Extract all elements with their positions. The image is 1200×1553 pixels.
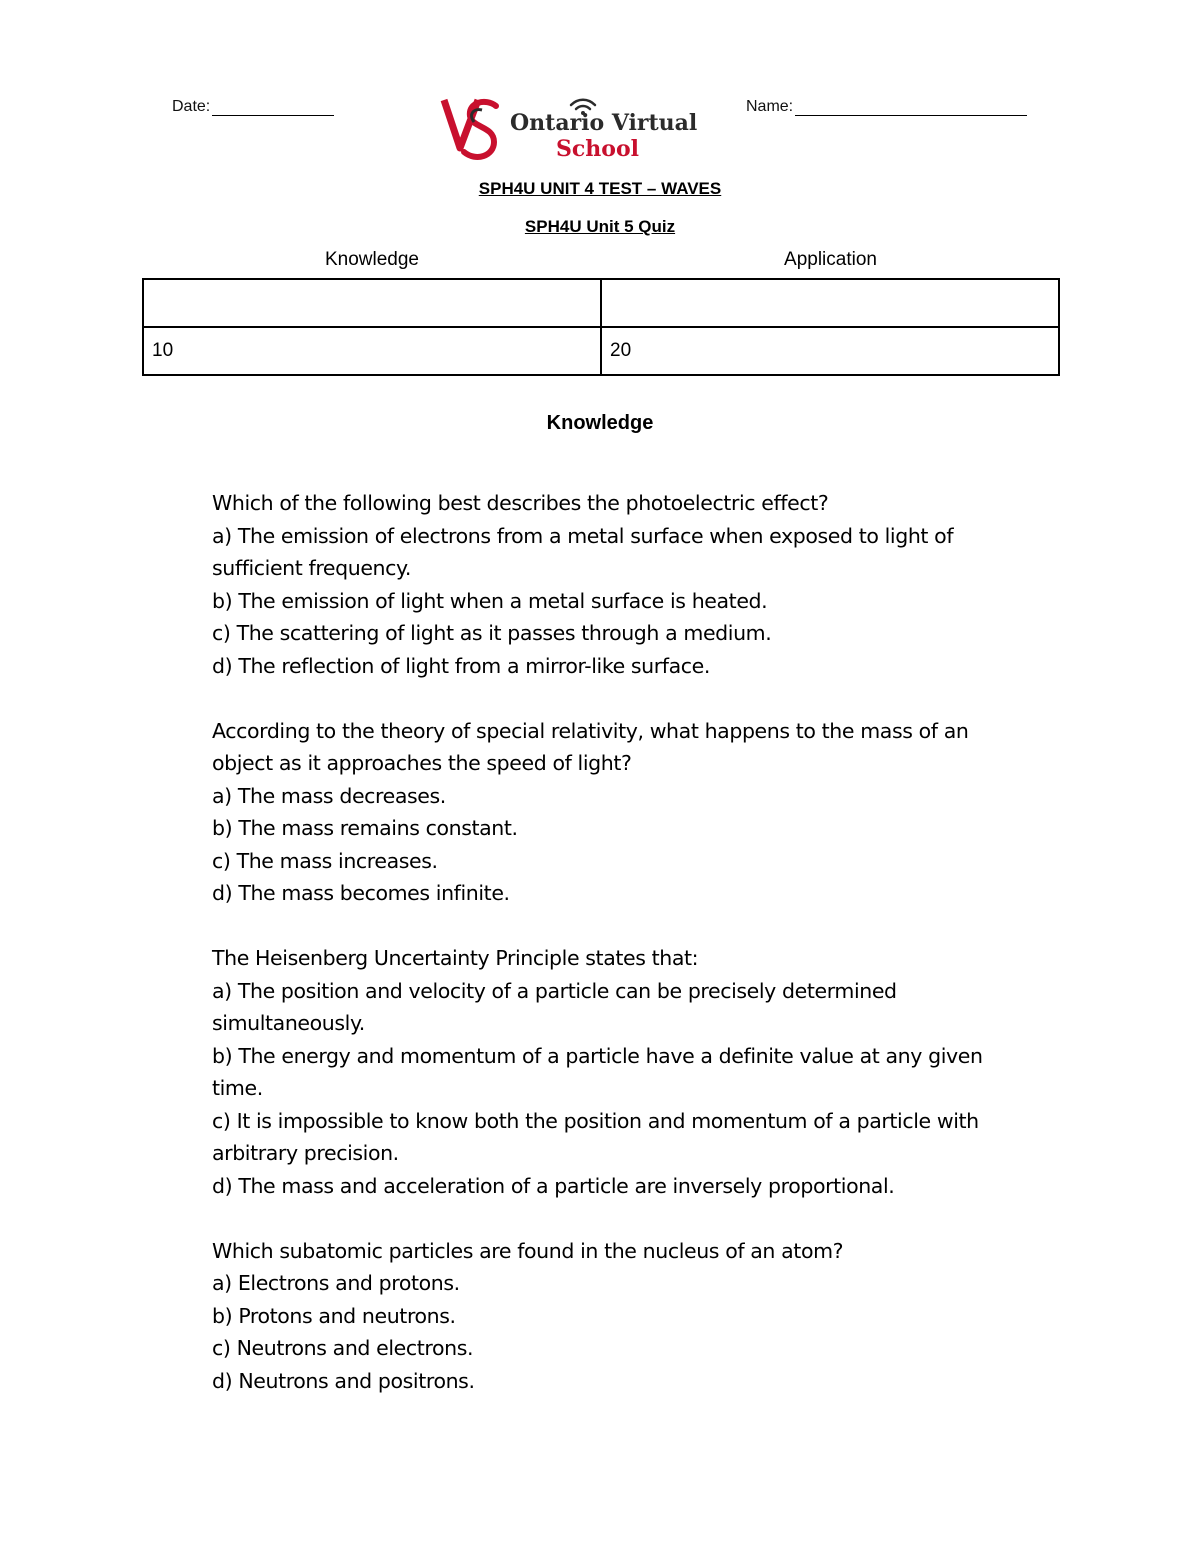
question-list: [212, 487, 1032, 1430]
school-logo: [438, 92, 698, 164]
answer-option[interactable]: d) The mass becomes infinite.: [212, 881, 510, 905]
score-header-application: Application: [784, 249, 877, 270]
score-header-knowledge: Knowledge: [324, 249, 420, 270]
date-label: Date:: [172, 98, 211, 115]
answer-option[interactable]: b) Protons and neutrons.: [212, 1303, 456, 1328]
answer-option[interactable]: a) Electrons and protons.: [212, 1271, 460, 1295]
question-stem: The Heisenberg Uncertainty Principle states that:: [212, 946, 699, 970]
question-1: [212, 487, 1032, 682]
question-stem: According to the theory of special relativity, what happens to the mass of an object as it approaches the speed of light?: [212, 718, 969, 775]
answer-option[interactable]: c) It is impossible to know both the position and momentum of a particle with arbitrary precision.: [212, 1108, 979, 1165]
answer-option[interactable]: d) Neutrons and positrons.: [212, 1368, 475, 1393]
knowledge-total-cell: 10: [143, 327, 601, 375]
application-score-cell[interactable]: [601, 279, 1059, 327]
answer-option[interactable]: a) The position and velocity of a particle can be precisely determined simultaneously.: [212, 978, 897, 1035]
quiz-title: SPH4U Unit 5 Quiz: [524, 217, 676, 236]
knowledge-score-cell[interactable]: [143, 279, 601, 327]
logo-text-ontario-virtual: Ontario Virtual: [510, 110, 698, 136]
name-field: [746, 98, 1027, 116]
score-row-blank: [143, 279, 1059, 327]
answer-option[interactable]: c) The scattering of light as it passes through a medium.: [212, 621, 772, 645]
answer-option[interactable]: c) The mass increases.: [212, 848, 438, 873]
question-4: [212, 1235, 1032, 1398]
date-blank-line[interactable]: [212, 99, 334, 116]
answer-option[interactable]: c) Neutrons and electrons.: [212, 1336, 474, 1360]
ovs-monogram-icon: [438, 92, 508, 164]
application-total-cell: 20: [601, 327, 1059, 375]
name-label: Name:: [746, 98, 794, 115]
question-stem: Which subatomic particles are found in the nucleus of an atom?: [212, 1238, 844, 1263]
logo-text-school: School: [556, 136, 639, 162]
answer-option[interactable]: a) The emission of electrons from a metal surface when exposed to light of sufficient frequency.: [212, 523, 954, 580]
answer-option[interactable]: b) The energy and momentum of a particle have a definite value at any given time.: [212, 1043, 983, 1100]
question-stem: Which of the following best describes the photoelectric effect?: [212, 491, 829, 515]
name-blank-line[interactable]: [795, 99, 1027, 116]
question-2: [212, 715, 1032, 910]
section-title: Knowledge: [546, 412, 654, 434]
date-field: [172, 98, 334, 116]
answer-option[interactable]: d) The reflection of light from a mirror-like surface.: [212, 653, 710, 678]
answer-option[interactable]: a) The mass decreases.: [212, 783, 446, 808]
score-row-totals: [143, 327, 1059, 375]
score-table: [142, 278, 1060, 376]
answer-option[interactable]: b) The emission of light when a metal surface is heated.: [212, 588, 768, 613]
answer-option[interactable]: b) The mass remains constant.: [212, 816, 518, 840]
question-3: [212, 942, 1032, 1202]
answer-option[interactable]: d) The mass and acceleration of a particle are inversely proportional.: [212, 1173, 895, 1198]
test-title: SPH4U UNIT 4 TEST – WAVES: [478, 179, 722, 198]
